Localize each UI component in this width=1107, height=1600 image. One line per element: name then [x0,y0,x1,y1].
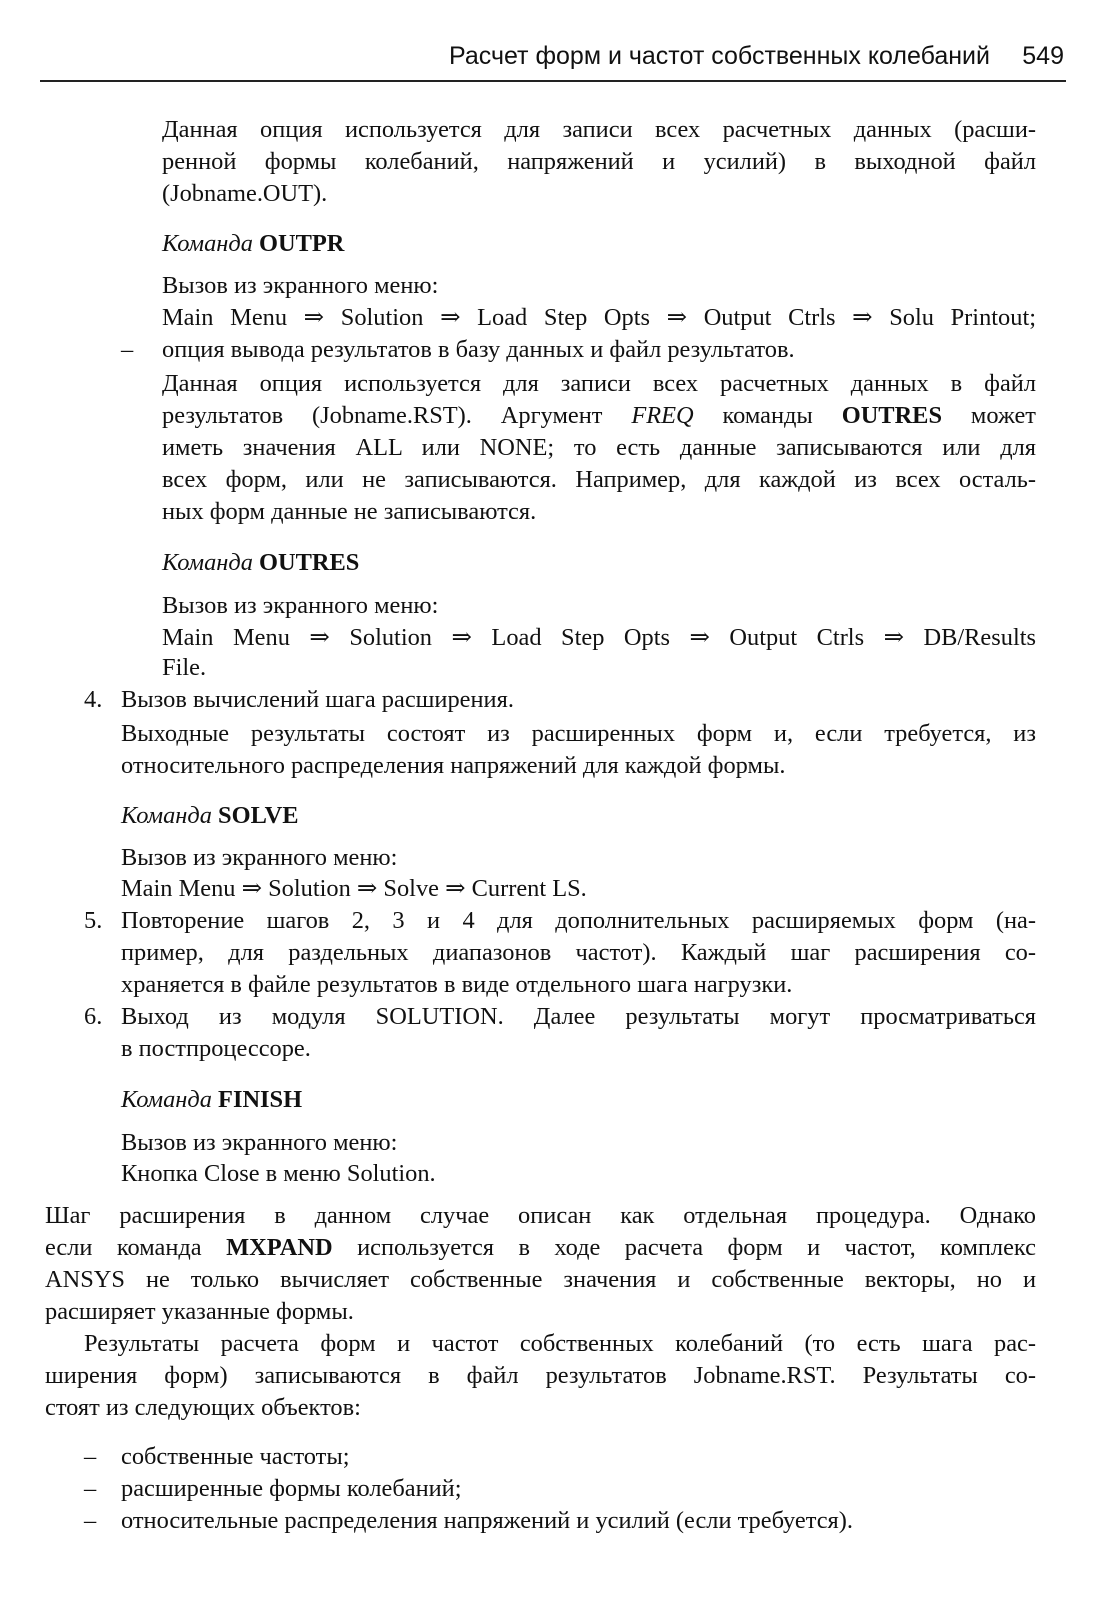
command-name: OUTPR [259,230,345,257]
command-heading-outpr [162,228,344,260]
command-heading-finish [121,1084,302,1116]
paragraph-line: (Jobname.OUT). [162,180,328,207]
menu-path: Main Menu ⇒ Solution ⇒ Load Step Opts ⇒ Output Ctrls ⇒ DB/Results [162,624,1036,651]
menu-label: Вызов из экранного меню: [162,272,439,299]
list-number: 4. [84,686,103,713]
paragraph-line: Выходные результаты состоят из расширенных форм и, если требуется, из [121,720,1036,747]
command-name: FINISH [218,1086,303,1113]
menu-path: Main Menu ⇒ Solution ⇒ Solve ⇒ Current LS. [121,875,587,902]
paragraph-line: ANSYS не только вычисляет собственные значения и собственные векторы, но и [45,1266,1036,1293]
paragraph-line: Шаг расширения в данном случае описан как отдельная процедура. Однако [45,1202,1036,1229]
command-heading-solve [121,800,299,832]
paragraph-line: иметь значения ALL или NONE; то есть данные записываются или для [162,434,1036,461]
menu-label: Вызов из экранного меню: [121,1129,398,1156]
paragraph-line: если команда MXPAND используется в ходе расчета форм и частот, комплекс [45,1234,1036,1261]
page-number: 549 [1022,42,1064,70]
paragraph-line: стоят из следующих объектов: [45,1394,361,1421]
paragraph-line: Результаты расчета форм и частот собственных колебаний (то есть шага рас- [84,1330,1036,1357]
list-item: собственные частоты; [121,1443,350,1470]
paragraph-line: Повторение шагов 2, 3 и 4 для дополнительных расширяемых форм (на- [121,907,1036,934]
paragraph-line: расширяет указанные формы. [45,1298,354,1325]
page-header [40,40,1066,82]
menu-label: Вызов из экранного меню: [162,592,439,619]
command-word: Команда [121,802,212,829]
menu-label: Вызов из экранного меню: [121,844,398,871]
command-word: Команда [121,1086,212,1113]
paragraph-line: Выход из модуля SOLUTION. Далее результаты могут просматриваться [121,1003,1036,1030]
menu-path: Кнопка Close в меню Solution. [121,1160,436,1187]
list-number: 6. [84,1003,103,1030]
dash-marker: – [84,1443,97,1470]
list-item: относительные распределения напряжений и усилий (если требуется). [121,1507,853,1534]
running-title: Расчет форм и частот собственных колебаний [448,42,990,70]
dash-marker: – [121,336,134,363]
paragraph-line: ных форм данные не записываются. [162,498,537,525]
paragraph-line: Данная опция используется для записи всех расчетных данных (расши- [162,116,1036,143]
command-word: Команда [162,549,253,576]
command-ref-mxpand: MXPAND [226,1234,333,1261]
paragraph-line: ширения форм) записываются в файл результатов Jobname.RST. Результаты со- [45,1362,1036,1389]
command-heading-outres [162,547,359,579]
menu-path: Main Menu ⇒ Solution ⇒ Load Step Opts ⇒ Output Ctrls ⇒ Solu Printout; [162,304,1036,331]
menu-path-cont: File. [162,654,207,681]
command-word: Команда [162,230,253,257]
command-name: SOLVE [218,802,299,829]
paragraph-line: пример, для раздельных диапазонов частот). Каждый шаг расширения со- [121,939,1036,966]
list-number: 5. [84,907,103,934]
list-item: расширенные формы колебаний; [121,1475,462,1502]
command-ref-outres: OUTRES [841,402,943,429]
paragraph-line: результатов (Jobname.RST). Аргумент FREQ команды OUTRES может [162,402,1036,429]
paragraph-line: относительного распределения напряжений для каждой формы. [121,752,786,779]
paragraph-line: в постпроцессоре. [121,1035,311,1062]
dash-marker: – [84,1507,97,1534]
paragraph-line: храняется в файле результатов в виде отдельного шага нагрузки. [121,971,793,998]
argument-freq: FREQ [631,402,694,429]
paragraph-line: Данная опция используется для записи всех расчетных данных в файл [162,370,1036,397]
step-text: Вызов вычислений шага расширения. [121,686,514,713]
paragraph-line: всех форм, или не записываются. Например, для каждой из всех осталь- [162,466,1036,493]
dash-item-text: опция вывода результатов в базу данных и файл результатов. [162,336,795,363]
command-name: OUTRES [259,549,360,576]
paragraph-line: ренной формы колебаний, напряжений и усилий) в выходной файл [162,148,1036,175]
dash-marker: – [84,1475,97,1502]
